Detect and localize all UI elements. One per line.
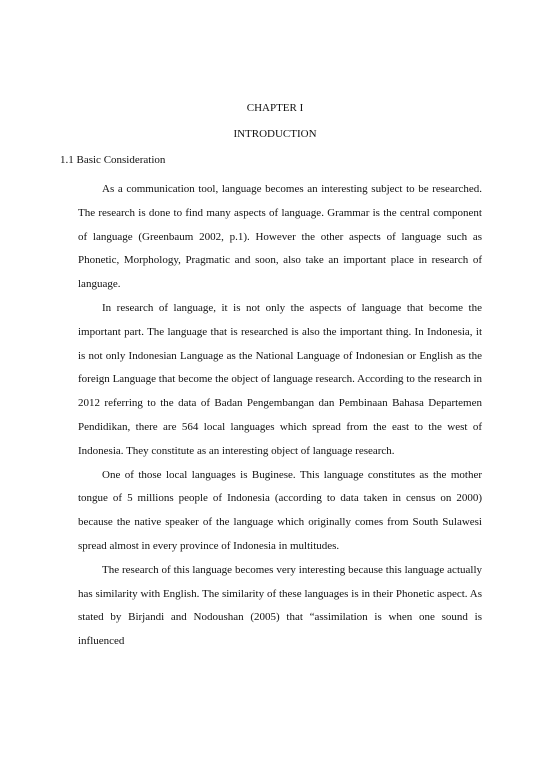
paragraph-4: The research of this language becomes very interesting because this language actually has similarity with English. The similarity of these languages is in their Phonetic aspect. As stated by Birjandi and Nodoushan (2005) that “assimilation is when one sound is influenced xyxy=(78,563,482,648)
document-body xyxy=(78,178,482,654)
paragraph-1: As a communication tool, language becomes an interesting subject to be researched. The research is done to find many aspects of language. Grammar is the central component of language (Greenbaum 2002, p.1). However the other aspects of language such as Phonetic, Morphology, Pragmatic and soon, also take an important place in research of language. xyxy=(78,183,482,291)
paragraph-3: One of those local languages is Buginese. This language constitutes as the mother tongue of 5 millions people of Indonesia (according to data taken in census on 2000) because the native speaker of the language which originally comes from South Sulawesi spread almost in every province of Indonesia in multitudes. xyxy=(78,468,482,552)
chapter-heading: CHAPTER I xyxy=(246,102,304,114)
paragraph-2: In research of language, it is not only the aspects of language that become the important part. The language that is researched is also the important thing. In Indonesia, it is not only Indonesian Language as the National Language of Indonesian or English as the foreign Language that become the object of language research. According to the research in 2012 referring to the data of Badan Pengembangan dan Pembinaan Bahasa Departemen Pendidikan, there are 564 local languages which spread from the east to the west of Indonesia. They constitute as an interesting object of language research. xyxy=(78,301,482,457)
section-heading: 1.1 Basic Consideration xyxy=(60,154,166,166)
chapter-title: INTRODUCTION xyxy=(233,128,317,140)
